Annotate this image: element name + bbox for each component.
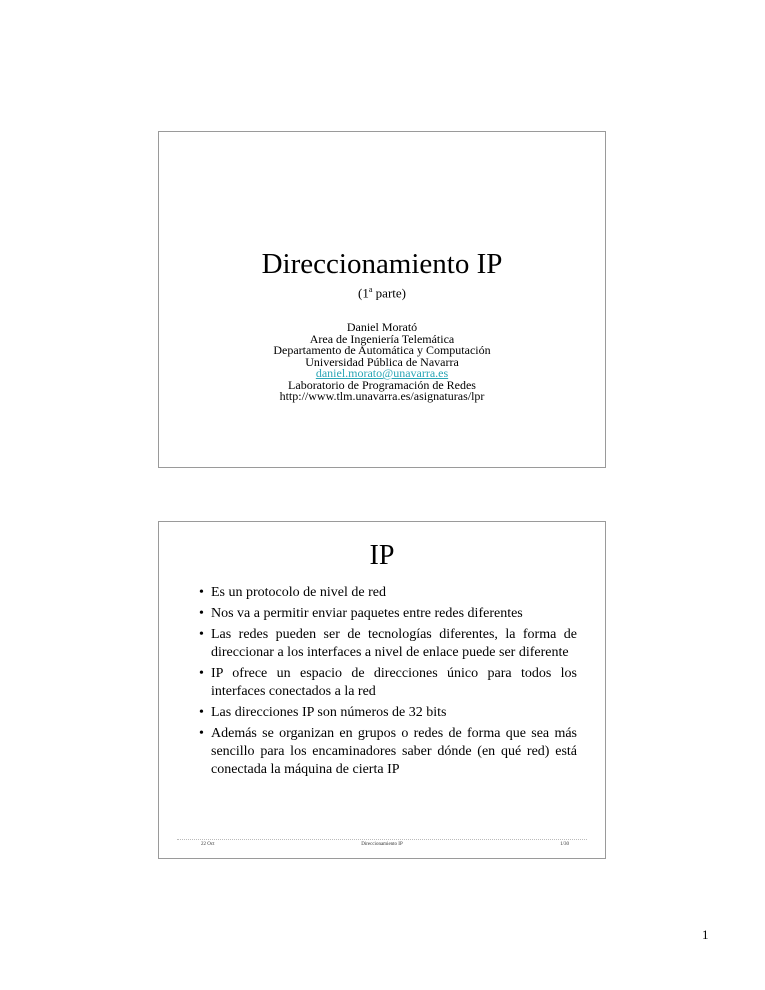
bullet-icon: • xyxy=(199,585,204,600)
bullet-text: Es un protocolo de nivel de red xyxy=(211,585,386,600)
bullet-icon: • xyxy=(199,726,204,741)
bullet-icon: • xyxy=(199,666,204,681)
bullet-text: Nos va a permitir enviar paquetes entre redes diferentes xyxy=(211,606,523,621)
slide-title: IP xyxy=(369,540,395,571)
page-number: 1 xyxy=(702,927,709,942)
bullet-text: Además se organizan en grupos o redes de forma que sea más sencillo para los encaminadores saber dónde (en qué red) está conectada la máquina de cierta IP xyxy=(211,726,577,777)
bullet-text: Las direcciones IP son números de 32 bits xyxy=(211,705,447,720)
author-department: Departamento de Automática y Computación xyxy=(273,343,491,357)
author-email-link[interactable]: daniel.morato@unavarra.es xyxy=(315,366,449,380)
subtitle-prefix: (1 xyxy=(358,285,369,301)
bullet-text: IP ofrece un espacio de direcciones único para todos los interfaces conectados a la red xyxy=(211,666,577,699)
list-item xyxy=(199,584,577,602)
bullet-list xyxy=(199,584,577,782)
list-item xyxy=(199,665,577,701)
footer-divider xyxy=(177,839,587,840)
author-area: Area de Ingeniería Telemática xyxy=(309,331,455,346)
subtitle-suffix: parte) xyxy=(372,285,406,301)
author-info xyxy=(159,322,605,403)
footer-title: Direccionamiento IP xyxy=(361,842,403,847)
presentation-title: Direccionamiento IP xyxy=(261,248,503,280)
content-slide xyxy=(158,521,606,859)
list-item xyxy=(199,704,577,722)
author-name: Daniel Morató xyxy=(346,320,418,334)
list-item xyxy=(199,605,577,623)
title-slide xyxy=(158,131,606,468)
course-url: http://www.tlm.unavarra.es/asignaturas/lpr xyxy=(279,389,485,403)
presentation-subtitle xyxy=(159,282,605,301)
subtitle-superscript: a xyxy=(368,285,373,294)
bullet-icon: • xyxy=(199,606,204,621)
footer-page: 1/30 xyxy=(560,842,569,847)
bullet-icon: • xyxy=(199,705,204,720)
author-university: Universidad Pública de Navarra xyxy=(305,354,459,369)
bullet-icon: • xyxy=(199,627,204,642)
list-item xyxy=(199,725,577,779)
bullet-text: Las redes pueden ser de tecnologías diferentes, la forma de direccionar a los interfaces a nivel de enlace puede ser diferente xyxy=(211,627,577,660)
list-item xyxy=(199,626,577,662)
footer-date: 22 Oct xyxy=(201,842,215,847)
lab-name: Laboratorio de Programación de Redes xyxy=(288,377,476,392)
